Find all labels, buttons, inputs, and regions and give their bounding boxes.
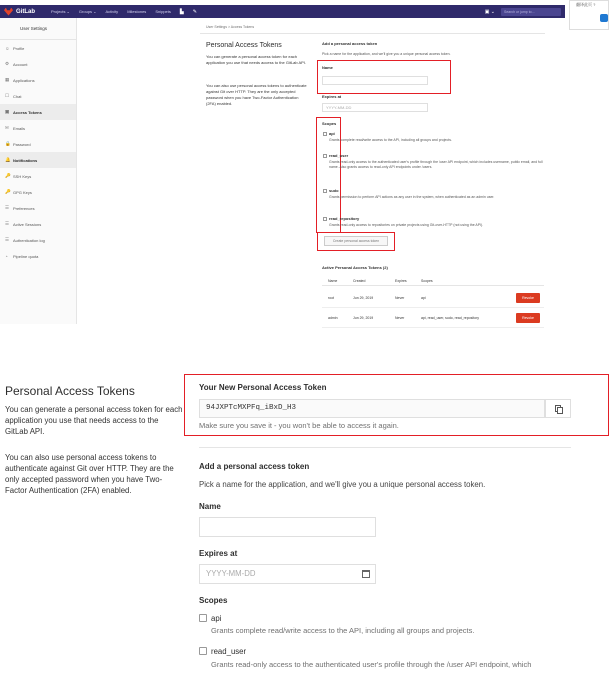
sidebar-item-label: Profile bbox=[13, 45, 25, 51]
name-input[interactable] bbox=[322, 76, 428, 85]
scope-api-checkbox[interactable] bbox=[323, 132, 327, 136]
sidebar-item-label: Authentication log bbox=[13, 237, 45, 243]
wrench-icon[interactable]: ✎ bbox=[192, 8, 197, 15]
form-help: Pick a name for the application, and we'll give you a unique personal access token. bbox=[199, 480, 486, 489]
scope-api-desc: Grants complete read/write access to the API, including all groups and projects. bbox=[211, 626, 475, 635]
active-tokens-title: Active Personal Access Tokens (2) bbox=[322, 265, 388, 270]
scope-read-repository-checkbox[interactable] bbox=[323, 217, 327, 221]
create-token-button[interactable]: Create personal access token bbox=[324, 236, 388, 246]
name-label: Name bbox=[322, 65, 333, 70]
scope-sudo-desc: Grants permission to perform API actions as any user in the system, when authenticated as an admin user. bbox=[329, 195, 495, 199]
form-title: Add a personal access token bbox=[199, 462, 310, 471]
copy-token-button[interactable] bbox=[545, 399, 571, 418]
token-name: admin bbox=[328, 316, 338, 320]
token-expires: Never bbox=[395, 316, 405, 320]
col-name: Name bbox=[328, 279, 338, 283]
sidebar-item-label: Applications bbox=[13, 77, 35, 83]
chart-icon[interactable]: ▙ bbox=[179, 8, 184, 15]
plus-icon[interactable]: ▣ ⌄ bbox=[484, 8, 495, 15]
sidebar-item-access-tokens[interactable] bbox=[0, 104, 76, 120]
intro-text-2: You can also use personal access tokens to authenticate against Git over HTTP. They are the only accepted password when you have Two-Factor Authentication (2FA) enabled. bbox=[5, 453, 174, 495]
sidebar-item-active-sessions[interactable] bbox=[0, 216, 76, 232]
sidebar-icon: ☺ bbox=[5, 45, 10, 51]
sidebar-item-ssh-keys[interactable] bbox=[0, 168, 76, 184]
sidebar-item-label: GPG Keys bbox=[13, 189, 32, 195]
scope-read-user-label: read_user bbox=[211, 647, 247, 656]
expires-placeholder: YYYY-MM-DD bbox=[206, 569, 256, 578]
token-scopes: api bbox=[421, 296, 426, 300]
zoomed-screenshot bbox=[0, 360, 609, 690]
copy-icon-front bbox=[557, 407, 563, 414]
sidebar-item-label: Active Sessions bbox=[13, 221, 42, 227]
gitlab-fox-icon bbox=[4, 8, 13, 16]
form-title: Add a personal access token bbox=[322, 41, 378, 46]
name-input[interactable] bbox=[199, 517, 376, 537]
sidebar-icon: ◔ bbox=[5, 253, 8, 259]
top-screenshot bbox=[0, 0, 609, 330]
translate-popup bbox=[569, 0, 609, 30]
search-input[interactable]: Search or jump to... bbox=[501, 8, 561, 16]
sidebar-item-label: Account bbox=[13, 61, 28, 67]
scope-api-label: api bbox=[329, 131, 335, 136]
new-token-field[interactable]: 94JXPTcMXPFq_iBxD_H3 bbox=[199, 399, 545, 418]
top-right-controls bbox=[485, 8, 561, 16]
col-created: Created bbox=[353, 279, 366, 283]
sidebar-icon: ☰ bbox=[5, 205, 10, 210]
popup-button[interactable] bbox=[600, 14, 608, 22]
scope-read-user-checkbox[interactable] bbox=[323, 154, 327, 158]
scope-sudo-checkbox[interactable] bbox=[323, 189, 327, 193]
page-title: Personal Access Tokens bbox=[5, 384, 135, 398]
settings-sidebar bbox=[0, 18, 77, 324]
scope-read-repository-label: read_repository bbox=[329, 216, 360, 221]
translate-popup-text: 翻译此页 ? bbox=[576, 2, 596, 7]
sidebar-item-label: Emails bbox=[13, 125, 26, 131]
top-navbar bbox=[0, 5, 565, 18]
breadcrumb-divider bbox=[200, 33, 545, 34]
sidebar-item-gpg-keys[interactable] bbox=[0, 184, 76, 200]
revoke-button[interactable]: Revoke bbox=[516, 293, 540, 303]
nav-snippets[interactable]: Snippets bbox=[155, 8, 171, 14]
sidebar-item-label: Preferences bbox=[13, 205, 35, 211]
section-divider bbox=[199, 447, 571, 448]
scope-read-user-checkbox[interactable] bbox=[199, 647, 207, 655]
scopes-label: Scopes bbox=[322, 121, 337, 126]
nav-groups[interactable]: Groups ⌄ bbox=[78, 8, 97, 14]
expires-label: Expires at bbox=[199, 549, 238, 558]
scope-api-desc: Grants complete read/write access to the API, including all groups and projects. bbox=[329, 138, 452, 142]
scope-read-user-desc: Grants read-only access to the authenticated user's profile through the /user API endpoint, which includes username, public email, and full name. Also grants access to read-only API endpoints under /users. bbox=[329, 160, 543, 169]
sidebar-item-label: Chat bbox=[13, 93, 22, 99]
sidebar-icon: ☰ bbox=[5, 221, 10, 226]
col-scopes: Scopes bbox=[421, 279, 433, 283]
tokens-table-header bbox=[322, 276, 544, 286]
new-token-help: Make sure you save it - you won't be able to access it again. bbox=[199, 421, 399, 430]
sidebar-icon: 🔔 bbox=[5, 157, 11, 162]
nav-projects[interactable]: Projects ⌄ bbox=[51, 8, 70, 14]
token-created: Jun 29, 2019 bbox=[353, 316, 374, 320]
expires-input[interactable]: YYYY-MM-DD bbox=[322, 103, 428, 112]
scope-read-repository-desc: Grants read-only access to repositories on private projects using Git-over-HTTP (not using the API). bbox=[329, 223, 484, 227]
sidebar-item-password[interactable] bbox=[0, 136, 76, 152]
top-nav bbox=[51, 9, 197, 15]
scope-read-user-label: read_user bbox=[329, 153, 349, 158]
sidebar-item-profile[interactable] bbox=[0, 40, 76, 56]
sidebar-icon: ▣ bbox=[5, 109, 10, 114]
page-title: Personal Access Tokens bbox=[206, 42, 282, 49]
sidebar-item-label: SSH Keys bbox=[13, 173, 32, 179]
brand-name: GitLab bbox=[16, 8, 35, 15]
nav-activity[interactable]: Activity bbox=[105, 8, 119, 14]
sidebar-item-preferences[interactable] bbox=[0, 200, 76, 216]
token-name: root bbox=[328, 296, 335, 300]
intro-text-1: You can generate a personal access token for each application you use that needs access to the GitLab API. bbox=[206, 54, 307, 65]
scope-api-label: api bbox=[211, 614, 222, 623]
scopes-label: Scopes bbox=[199, 596, 228, 605]
table-row bbox=[322, 308, 544, 328]
sidebar-item-pipeline-quota[interactable] bbox=[0, 248, 76, 264]
sidebar-icon: ✉ bbox=[5, 125, 9, 130]
scope-read-user-desc: Grants read-only access to the authenticated user's profile through the /user API endpoint, which bbox=[211, 660, 532, 669]
sidebar-icon: ▦ bbox=[5, 77, 10, 82]
nav-milestones[interactable]: Milestones bbox=[127, 8, 147, 14]
sidebar-item-label: Notifications bbox=[13, 157, 38, 163]
sidebar-item-label: Access Tokens bbox=[13, 109, 42, 115]
table-row bbox=[322, 288, 544, 308]
scope-sudo-label: sudo bbox=[329, 188, 339, 193]
name-label: Name bbox=[199, 502, 221, 511]
sidebar-item-label: Pipeline quota bbox=[13, 253, 39, 259]
intro-text-2: You can also use personal access tokens to authenticate against Git over HTTP. They are the only accepted password when you have Two-Factor Authentication (2FA) enabled. bbox=[206, 83, 307, 106]
sidebar-list bbox=[0, 40, 76, 264]
sidebar-title: User Settings bbox=[0, 18, 76, 40]
sidebar-icon: ☐ bbox=[5, 93, 10, 98]
scope-api-checkbox[interactable] bbox=[199, 614, 207, 622]
expires-input[interactable] bbox=[199, 564, 376, 584]
sidebar-item-applications[interactable] bbox=[0, 72, 76, 88]
sidebar-item-chat[interactable] bbox=[0, 88, 76, 104]
sidebar-icon: 🔑 bbox=[5, 189, 11, 194]
breadcrumb: User Settings > Access Tokens bbox=[206, 25, 255, 29]
token-scopes: api, read_user, sudo, read_repository bbox=[421, 316, 479, 320]
token-expires: Never bbox=[395, 296, 405, 300]
sidebar-item-authentication-log[interactable] bbox=[0, 232, 76, 248]
sidebar-icon: 🔑 bbox=[5, 173, 11, 178]
new-token-label: Your New Personal Access Token bbox=[199, 383, 327, 392]
intro-text-1: You can generate a personal access token for each application you use that needs access to the GitLab API. bbox=[5, 405, 183, 436]
sidebar-icon: ☰ bbox=[5, 237, 10, 242]
sidebar-item-notifications[interactable] bbox=[0, 152, 76, 168]
sidebar-icon: 🔒 bbox=[5, 141, 11, 146]
calendar-icon[interactable] bbox=[362, 570, 370, 578]
gitlab-logo[interactable] bbox=[4, 8, 35, 16]
form-help: Pick a name for the application, and we'll give you a unique personal access token. bbox=[322, 52, 451, 56]
sidebar-icon: ⚙ bbox=[5, 61, 10, 66]
sidebar-item-account[interactable] bbox=[0, 56, 76, 72]
token-created: Jun 29, 2019 bbox=[353, 296, 374, 300]
revoke-button[interactable]: Revoke bbox=[516, 313, 540, 323]
sidebar-item-emails[interactable] bbox=[0, 120, 76, 136]
col-expires: Expires bbox=[395, 279, 407, 283]
sidebar-item-label: Password bbox=[13, 141, 31, 147]
expires-label: Expires at bbox=[322, 94, 342, 99]
